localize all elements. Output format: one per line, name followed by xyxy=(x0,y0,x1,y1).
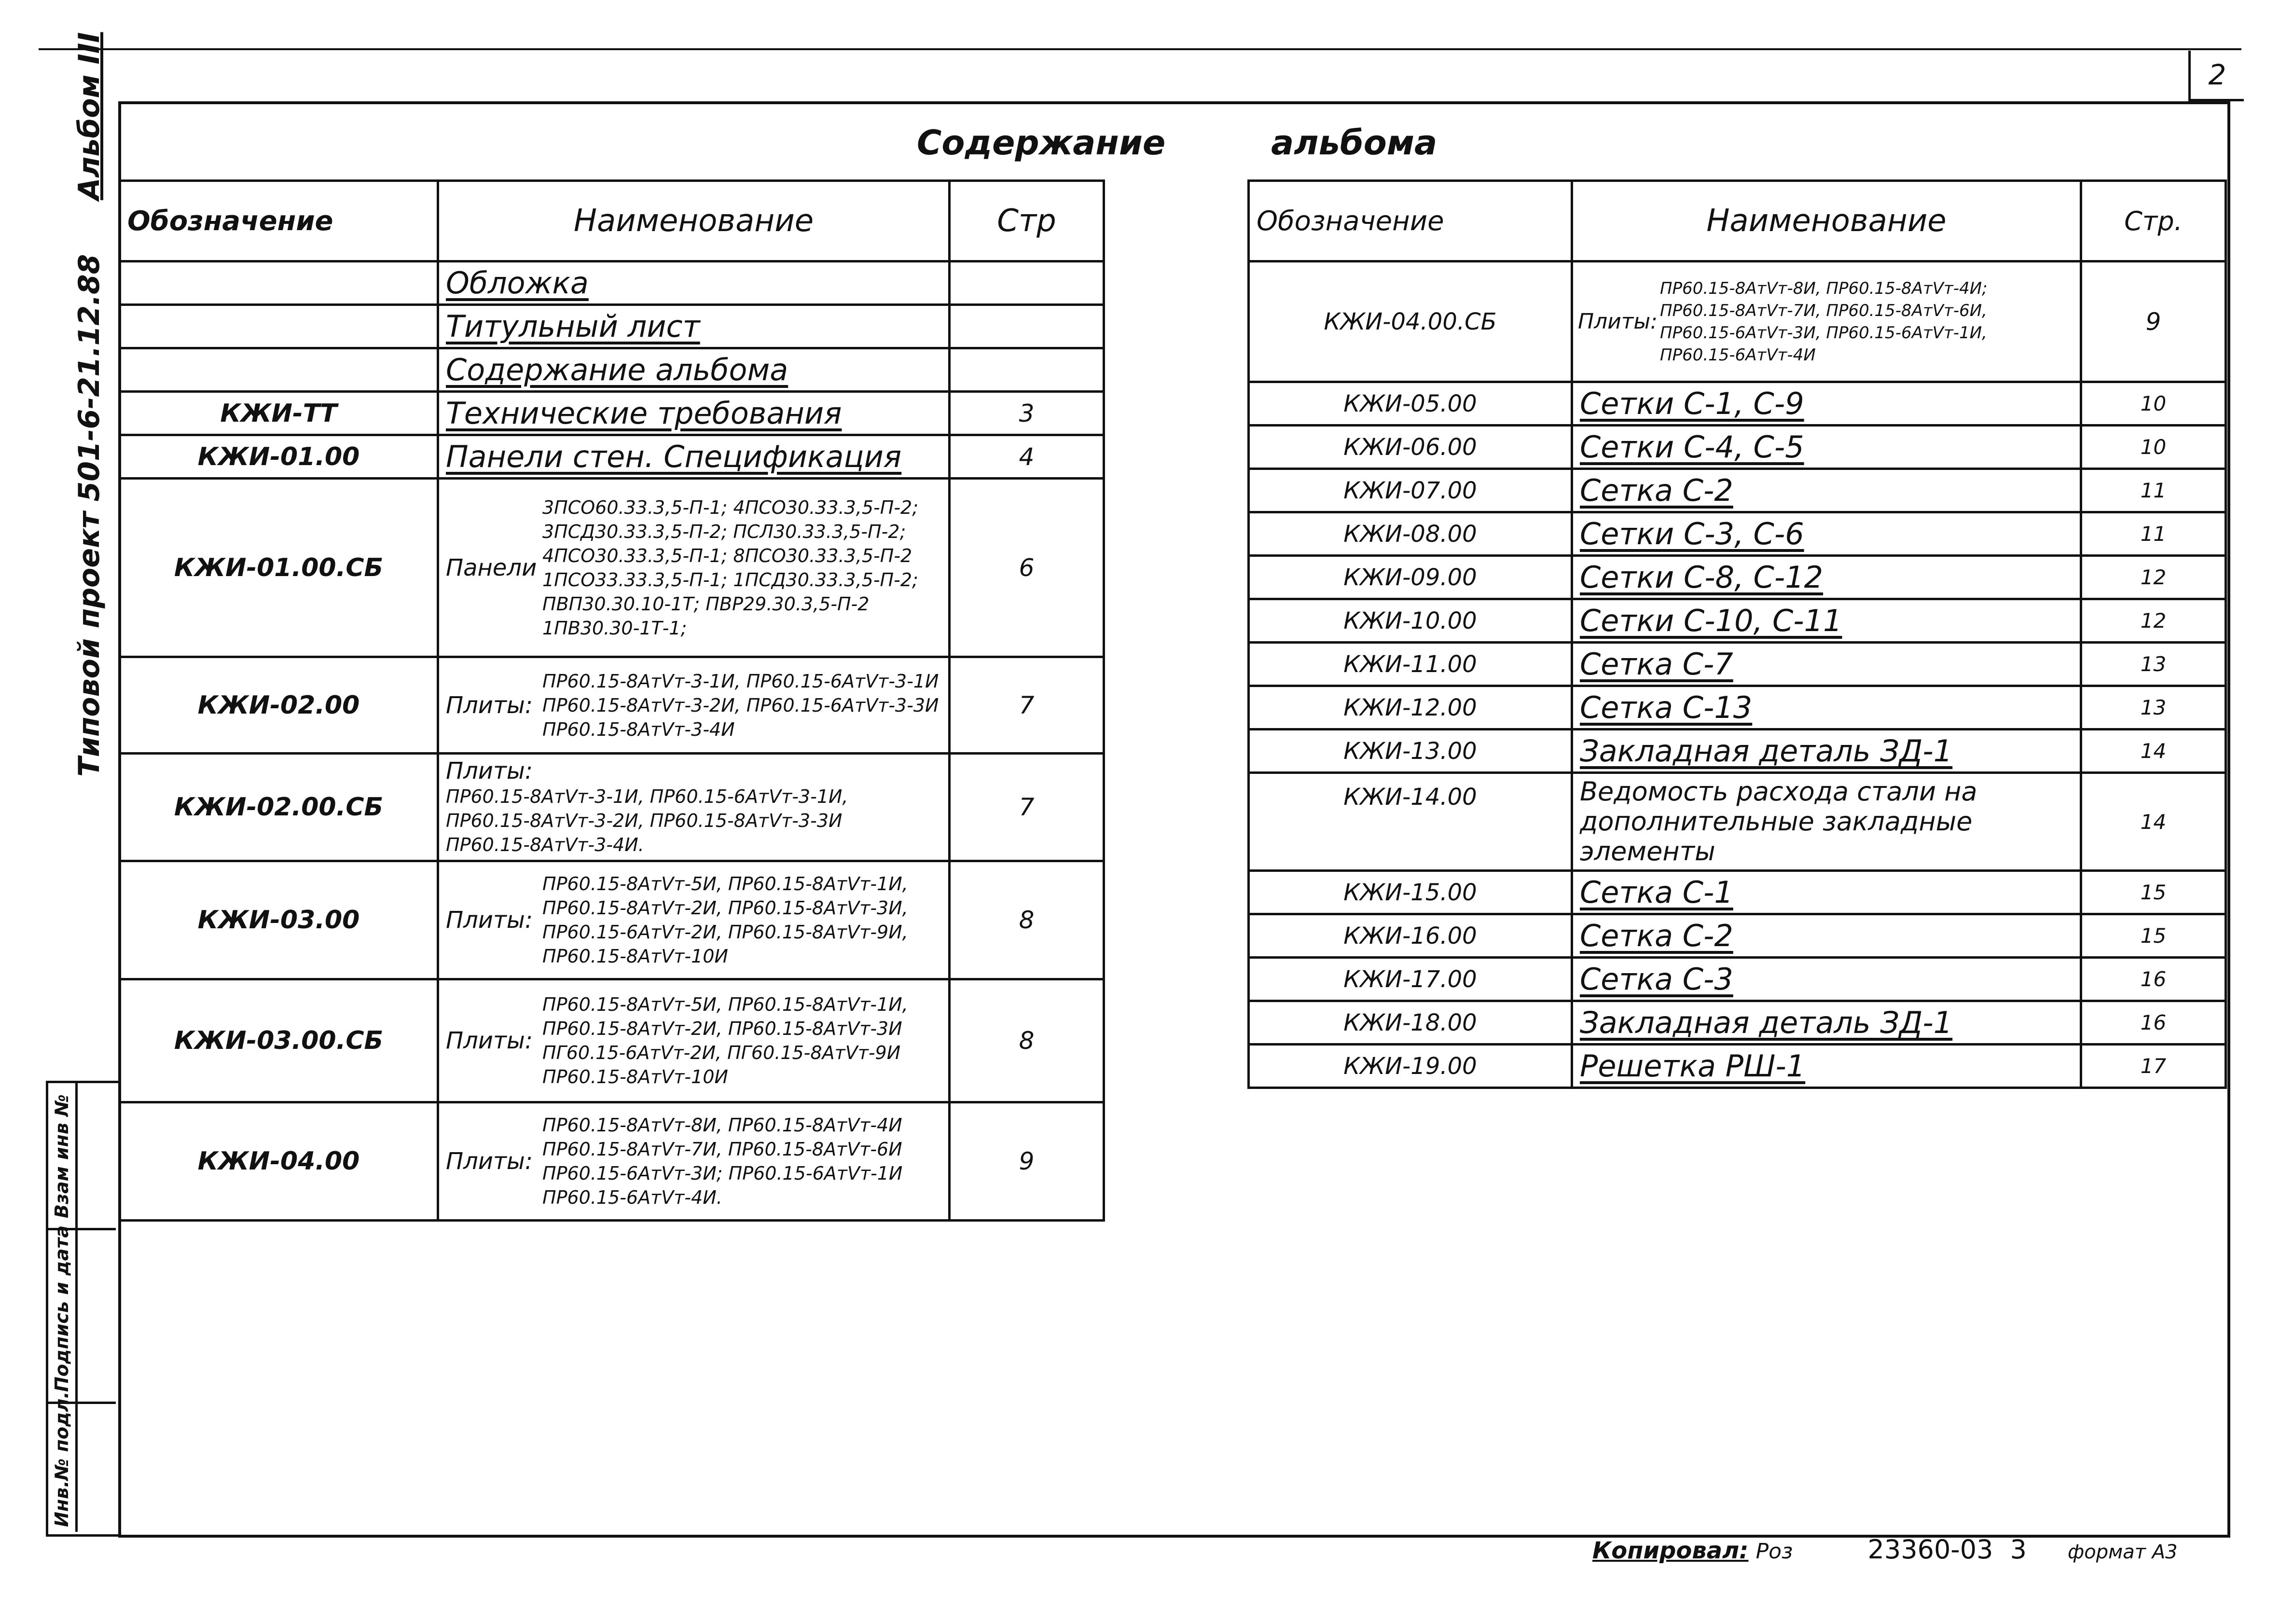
table-row: КЖИ-11.00 Сетка С-7 13 xyxy=(1249,643,2226,686)
title-part2: альбома xyxy=(1271,123,1437,163)
table-row: КЖИ-16.00 Сетка С-2 15 xyxy=(1249,914,2226,958)
format-label: формат А3 xyxy=(2068,1541,2178,1563)
left-header-name: Наименование xyxy=(438,181,950,261)
table-row: КЖИ-15.00 Сетка С-1 15 xyxy=(1249,871,2226,914)
page-title xyxy=(917,123,1785,163)
row-name: Титульный лист xyxy=(446,309,700,344)
table-row xyxy=(120,348,1104,392)
side-project-label: Типовой проект 501-6-21.12.88 Альбом III xyxy=(72,32,106,777)
table-row: КЖИ-18.00 Закладная деталь ЗД-1 16 xyxy=(1249,1001,2226,1045)
right-contents-table xyxy=(1247,179,2227,1089)
table-row: КЖИ-10.00 Сетки С-10, С-11 12 xyxy=(1249,599,2226,643)
sheet-number: 2 xyxy=(2208,58,2226,91)
table-row: КЖИ-05.00 Сетки С-1, С-9 10 xyxy=(1249,382,2226,426)
right-header-row xyxy=(1249,181,2226,261)
table-row: КЖИ-08.00 Сетки С-3, С-6 11 xyxy=(1249,512,2226,556)
title-part1: Содержание xyxy=(917,123,1166,163)
table-row: КЖИ-03.00.СБ Плиты: ПР60.15-8АтVт-5И, ПР60.15-8АтVт-1И, ПР60.15-8АтVт-2И, ПР60.15-8АтVт-3И ПГ60.15-6АтVт-2И, ПГ60.15-8АтVт-9И ПР60.15-8АтVт-10И 8 xyxy=(120,979,1104,1102)
footer xyxy=(1592,1534,2220,1573)
item-list: ПР60.15-8АтVт-8И, ПР60.15-8АтVт-4И ПР60.15-8АтVт-7И, ПР60.15-8АтVт-6И ПР60.15-6АтVт-3И; ПР60.15-6АтVт-1И ПР60.15-6АтVт-4И. xyxy=(542,1115,903,1208)
left-header-page: Стр xyxy=(950,181,1104,261)
top-border-line xyxy=(39,48,2241,50)
stamp-block xyxy=(46,1081,121,1537)
table-row: КЖИ-13.00 Закладная деталь ЗД-1 14 xyxy=(1249,729,2226,773)
item-list: ПР60.15-8АтVт-3-1И, ПР60.15-6АтVт-3-1И, ПР60.15-8АтVт-3-2И, ПР60.15-8АтVт-3-3И ПР60.15-8АтVт-3-4И. xyxy=(446,786,848,855)
table-row: КЖИ-01.00 Панели стен. Спецификация 4 xyxy=(120,435,1104,479)
table-row: КЖИ-04.00.СБ Плиты: ПР60.15-8АтVт-8И, ПР60.15-8АтVт-4И; ПР60.15-8АтVт-7И, ПР60.15-8АтVт-6И, ПР60.15-6АтVт-3И, ПР60.15-6АтVт-1И, ПР60.15-6АтVт-4И 9 xyxy=(1249,261,2226,382)
row-name: Технические требования xyxy=(446,396,842,431)
copied-label: Копировал: xyxy=(1592,1537,1749,1564)
footer-sheet: 3 xyxy=(2010,1534,2027,1565)
table-row xyxy=(120,305,1104,348)
right-header-page: Стр. xyxy=(2081,181,2226,261)
table-row: КЖИ-07.00 Сетка С-2 11 xyxy=(1249,469,2226,512)
item-list: ПР60.15-8АтVт-3-1И, ПР60.15-6АтVт-3-1И ПР60.15-8АтVт-3-2И, ПР60.15-6АтVт-3-3И ПР60.15-8АтVт-3-4И xyxy=(542,670,939,740)
side-album-label: Альбом III xyxy=(72,32,106,200)
stamp-col-divider xyxy=(75,1083,78,1532)
doc-number: 23360-03 xyxy=(1867,1534,1993,1565)
left-header-code: Обозначение xyxy=(120,181,438,261)
table-row: КЖИ-01.00.СБ Панели 3ПСО60.33.3,5-П-1; 4ПСО30.33.3,5-П-2; 3ПСД30.33.3,5-П-2; ПСЛ30.33.3,5-П-2; 4ПСО30.33.3,5-П-1; 8ПСО30.33.3,5-П-2 1ПСО33.33.3,5-П-1; 1ПСД30.33.3,5-П-2; ПВП30.30.10-1Т; ПВР29.30.3,5-П-2 1ПВ30.30-1Т-1; 6 xyxy=(120,479,1104,657)
row-name-line: Ведомость расхода стали на xyxy=(1580,776,1977,807)
table-row: КЖИ-04.00 Плиты: ПР60.15-8АтVт-8И, ПР60.15-8АтVт-4И ПР60.15-8АтVт-7И, ПР60.15-8АтVт-6И ПР60.15-6АтVт-3И; ПР60.15-6АтVт-1И ПР60.15-6АтVт-4И. 9 xyxy=(120,1102,1104,1221)
table-row: КЖИ-03.00 Плиты: ПР60.15-8АтVт-5И, ПР60.15-8АтVт-1И, ПР60.15-8АтVт-2И, ПР60.15-8АтVт-3И, ПР60.15-6АтVт-2И, ПР60.15-8АтVт-9И, ПР60.15-8АтVт-10И 8 xyxy=(120,861,1104,979)
item-list: 3ПСО60.33.3,5-П-1; 4ПСО30.33.3,5-П-2; 3ПСД30.33.3,5-П-2; ПСЛ30.33.3,5-П-2; 4ПСО30.33.3,5-П-1; 8ПСО30.33.3,5-П-2 1ПСО33.33.3,5-П-1; 1ПСД30.33.3,5-П-2; ПВП30.30.10-1Т; ПВР29.30.3,5-П-2 1ПВ30.30-1Т-1; xyxy=(542,496,919,639)
table-row: КЖИ-14.00 Ведомость расхода стали на дополнительные закладные элементы 14 xyxy=(1249,773,2226,871)
left-header-row xyxy=(120,181,1104,261)
row-name-line: элементы xyxy=(1580,836,1715,867)
table-row xyxy=(120,261,1104,305)
right-header-name: Наименование xyxy=(1572,181,2081,261)
table-row: КЖИ-19.00 Решетка РШ-1 17 xyxy=(1249,1045,2226,1088)
table-row: КЖИ-ТТ Технические требования 3 xyxy=(120,392,1104,435)
item-list: ПР60.15-8АтVт-5И, ПР60.15-8АтVт-1И, ПР60.15-8АтVт-2И, ПР60.15-8АтVт-3И ПГ60.15-6АтVт-2И, ПГ60.15-8АтVт-9И ПР60.15-8АтVт-10И xyxy=(542,994,908,1087)
row-name: Содержание альбома xyxy=(446,352,788,387)
stamp-cell-2: Подпись и дата xyxy=(51,1225,72,1392)
table-row: КЖИ-06.00 Сетки С-4, С-5 10 xyxy=(1249,426,2226,469)
item-list: ПР60.15-8АтVт-8И, ПР60.15-8АтVт-4И; ПР60.15-8АтVт-7И, ПР60.15-8АтVт-6И, ПР60.15-6АтVт-3И, ПР60.15-6АтVт-1И, ПР60.15-6АтVт-4И xyxy=(1660,278,1988,365)
copied-sign: Роз xyxy=(1755,1539,1793,1564)
row-name: Обложка xyxy=(446,265,589,301)
stamp-cell-1: Взам инв № xyxy=(51,1094,72,1218)
table-row: КЖИ-12.00 Сетка С-13 13 xyxy=(1249,686,2226,729)
table-row: КЖИ-09.00 Сетки С-8, С-12 12 xyxy=(1249,556,2226,599)
stamp-cell-3: Инв.№ подл. xyxy=(51,1391,72,1527)
item-list: ПР60.15-8АтVт-5И, ПР60.15-8АтVт-1И, ПР60.15-8АтVт-2И, ПР60.15-8АтVт-3И, ПР60.15-6АтVт-2И, ПР60.15-8АтVт-9И, ПР60.15-8АтVт-10И xyxy=(542,873,908,967)
table-row: КЖИ-02.00 Плиты: ПР60.15-8АтVт-3-1И, ПР60.15-6АтVт-3-1И ПР60.15-8АтVт-3-2И, ПР60.15-6АтVт-3-3И ПР60.15-8АтVт-3-4И 7 xyxy=(120,657,1104,754)
row-name: Панели стен. Спецификация xyxy=(446,439,902,474)
table-row: КЖИ-02.00.СБ Плиты: ПР60.15-8АтVт-3-1И, ПР60.15-6АтVт-3-1И, ПР60.15-8АтVт-3-2И, ПР60.15-8АтVт-3-3И ПР60.15-8АтVт-3-4И. 7 xyxy=(120,754,1104,861)
left-contents-table xyxy=(118,179,1105,1222)
right-header-code: Обозначение xyxy=(1249,181,1572,261)
row-name-line: дополнительные закладные xyxy=(1580,806,1973,837)
table-row: КЖИ-17.00 Сетка С-3 16 xyxy=(1249,958,2226,1001)
sheet-number-box xyxy=(2188,51,2244,101)
